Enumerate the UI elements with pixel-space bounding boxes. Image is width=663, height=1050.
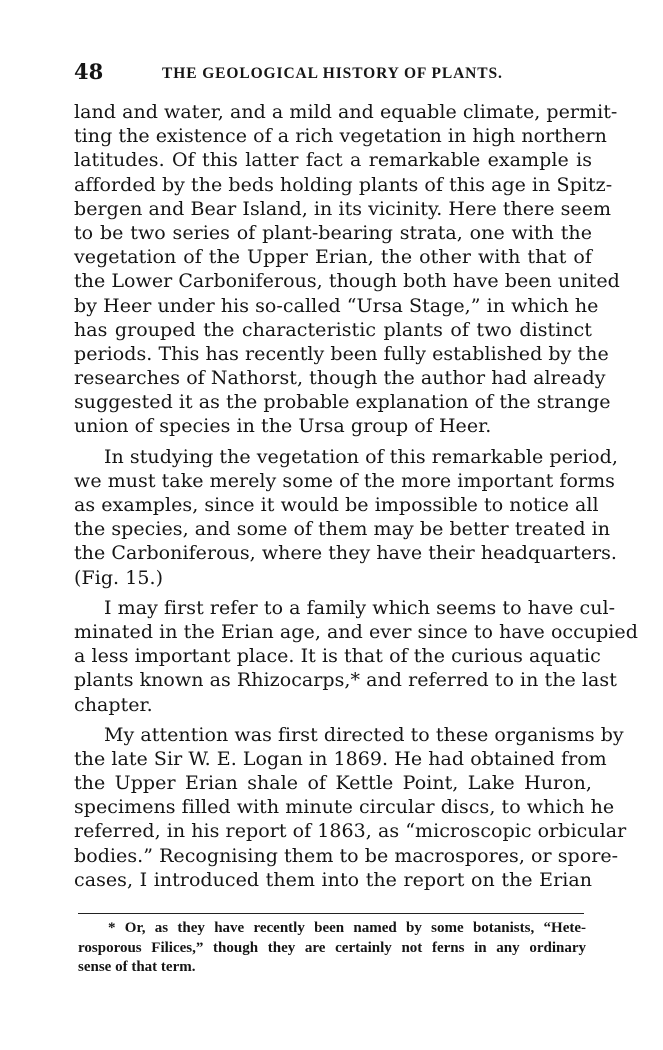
text-line: the Upper Erian shale of Kettle Point, Lake Huron, [74,772,592,795]
paragraph-1 [74,100,620,439]
text-line: specimens filled with minute circular discs, to which he [74,796,615,819]
text-line: land and water, and a mild and equable climate, permit- [74,101,618,123]
text-line: suggested it as the probable explanation of the strange [74,391,611,414]
text-line: by Heer under his so-called “Ursa Stage,” in which he [74,294,599,317]
text-line: In studying the vegetation of this remarkable period, [104,445,618,468]
text-line: union of species in the Ursa group of Heer. [74,415,492,438]
footnote [78,919,586,978]
text-line: as examples, since it would be impossible to notice all [74,494,599,516]
text-line: a less important place. It is that of the curious aquatic [74,645,601,668]
footnote-line: sense of that term. [78,959,196,975]
text-line: researches of Nathorst, though the author had already [74,367,606,390]
paragraph-2 [74,445,618,590]
text-line: the species, and some of them may be better treated in [74,518,611,541]
running-title: THE GEOLOGICAL HISTORY OF PLANTS. [162,65,503,82]
text-line: bergen and Bear Island, in its vicinity. Here there seem [74,197,612,220]
text-line: to be two series of plant-bearing strata, one with the [74,221,592,244]
page-header [74,56,588,88]
text-line: the late Sir W. E. Logan in 1869. He had obtained from [74,747,607,770]
text-line: chapter. [74,693,153,716]
page-number: 48 [74,59,104,84]
text-line: My attention was first directed to these organisms by [104,723,624,746]
text-line: afforded by the beds holding plants of this age in Spitz- [74,173,613,196]
text-line: periods. This has recently been fully established by the [74,342,609,365]
text-line: the Lower Carboniferous, though both have been united [74,270,620,293]
text-line: vegetation of the Upper Erian, the other with that of [74,246,592,269]
text-line: bodies.” Recognising them to be macrospores, or spore- [74,844,619,867]
footnote-line: rosporous Filices,” though they are certainly not ferns in any ordinary [78,939,586,956]
text-line: minated in the Erian age, and ever since to have occupied [74,620,638,643]
text-line: the Carboniferous, where they have their headquarters. [74,542,618,565]
text-line: referred, in his report of 1863, as “microscopic orbicular [74,820,627,843]
paragraph-4 [74,723,627,892]
text-line: plants known as Rhizocarps,* and referred to in the last [74,669,617,692]
paragraph-3 [74,596,638,717]
text-line: latitudes. Of this latter fact a remarkable example is [74,149,592,172]
text-line: I may first refer to a family which seems to have cul- [104,596,616,619]
text-line: we must take merely some of the more important forms [74,469,615,492]
text-line: has grouped the characteristic plants of two distinct [74,318,592,341]
footnote-line: * Or, as they have recently been named by some botanists, “Hete- [108,920,586,936]
text-line: cases, I introduced them into the report on the Erian [74,868,592,891]
body-text [74,100,638,892]
text-line: (Fig. 15.) [74,566,164,589]
text-line: ting the existence of a rich vegetation in high northern [74,125,607,148]
footnote-divider [78,913,584,914]
